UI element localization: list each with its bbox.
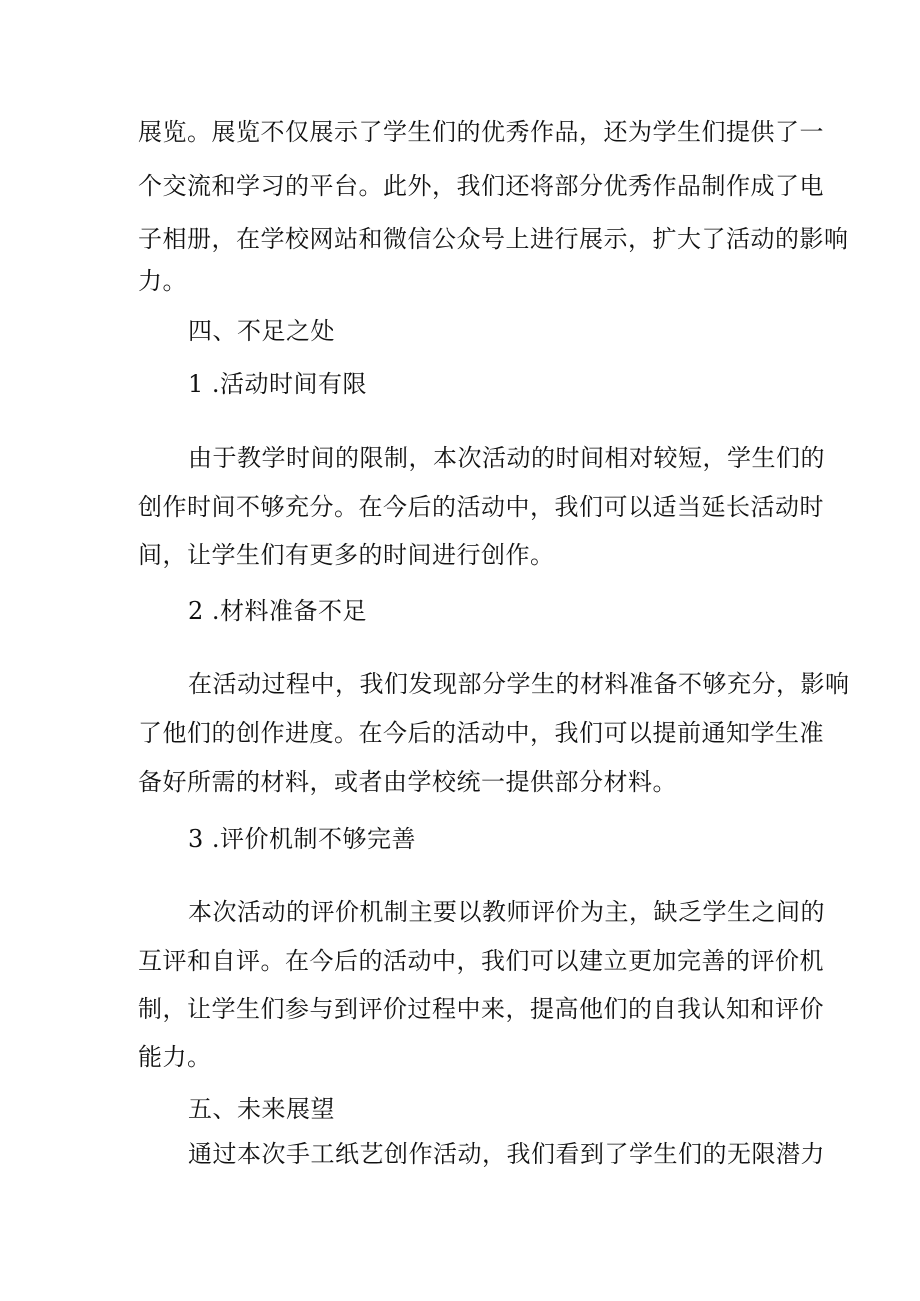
paragraph-line: 了他们的创作进度。在今后的活动中，我们可以提前通知学生准 [138,719,824,747]
paragraph-line: 由于教学时间的限制，本次活动的时间相对较短，学生们的 [188,444,825,472]
paragraph-line: 子相册，在学校网站和微信公众号上进行展示，扩大了活动的影响 [138,225,849,253]
item-heading: 3 .评价机制不够完善 [188,825,417,853]
paragraph-line: 备好所需的材料，或者由学校统一提供部分材料。 [138,768,677,796]
item-heading: 1 .活动时间有限 [188,370,368,398]
paragraph-line: 展览。展览不仅展示了学生们的优秀作品，还为学生们提供了一 [138,118,824,146]
paragraph-line: 通过本次手工纸艺创作活动，我们看到了学生们的无限潜力 [188,1140,825,1168]
paragraph-line: 能力。 [138,1043,212,1071]
section-heading: 四、不足之处 [188,317,335,345]
paragraph-line: 力。 [138,267,187,295]
item-heading: 2 .材料准备不足 [188,597,368,625]
section-heading: 五、未来展望 [188,1095,335,1123]
paragraph-line: 间，让学生们有更多的时间进行创作。 [138,541,555,569]
paragraph-line: 本次活动的评价机制主要以教师评价为主，缺乏学生之间的 [188,898,825,926]
paragraph-line: 在活动过程中，我们发现部分学生的材料准备不够充分，影响 [188,670,850,698]
paragraph-line: 个交流和学习的平台。此外，我们还将部分优秀作品制作成了电 [138,172,824,200]
paragraph-line: 创作时间不够充分。在今后的活动中，我们可以适当延长活动时 [138,493,824,521]
paragraph-line: 互评和自评。在今后的活动中，我们可以建立更加完善的评价机 [138,947,824,975]
paragraph-line: 制，让学生们参与到评价过程中来，提高他们的自我认知和评价 [138,995,824,1023]
